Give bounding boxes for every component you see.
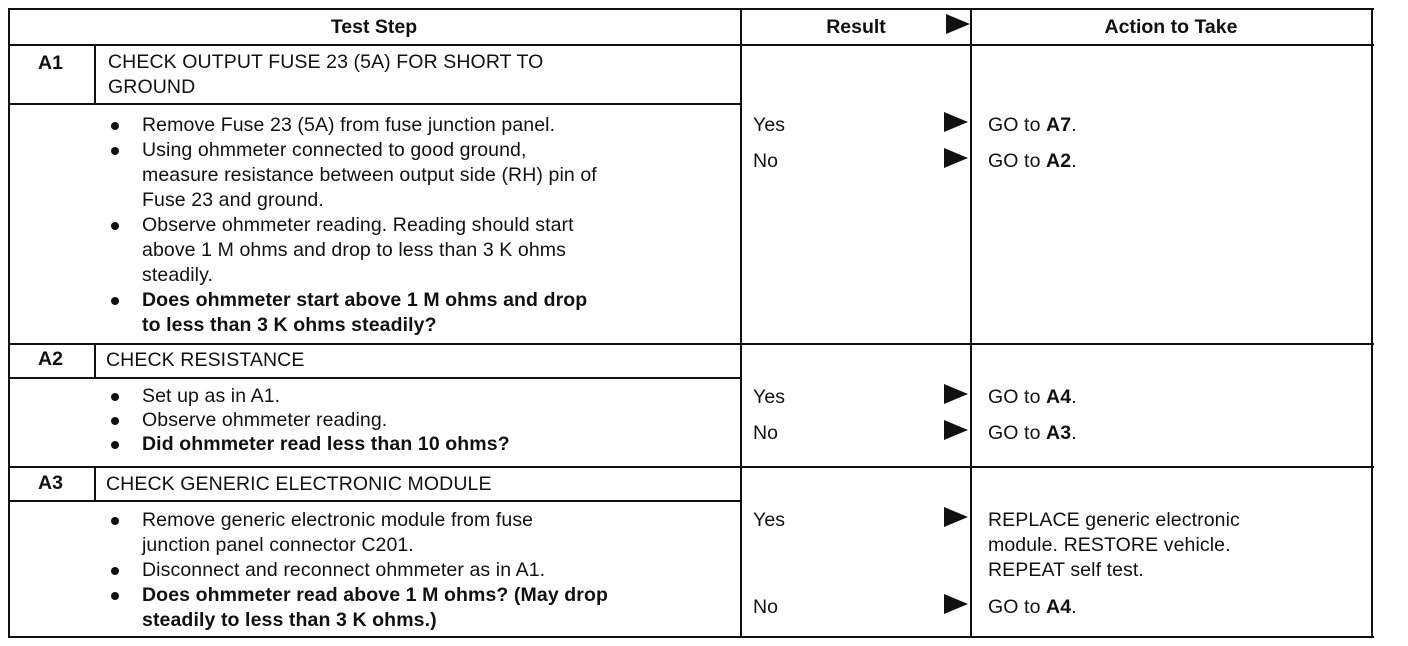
action-a2-yes: GO to A4. [988,386,1077,408]
step-id-divider-a2 [94,344,96,377]
header-result: Result [826,16,886,38]
result-yes-a3: Yes [753,509,786,531]
bullet-icon [111,222,119,230]
instruction-text: Disconnect and reconnect ohmmeter as in A1. [142,559,546,581]
question-text: Does ohmmeter read above 1 M ohms? (May drop steadily to less than 3 K ohms.) [142,584,609,631]
header-divider [8,44,1374,46]
header-action: Action to Take [1104,16,1238,38]
arrow-icon [944,148,968,168]
step-title-a1: CHECK OUTPUT FUSE 23 (5A) FOR SHORT TO GROUND [108,51,544,98]
bullet-icon [111,592,119,600]
arrow-icon [944,112,968,132]
arrow-icon [944,507,968,527]
bullet-icon [111,517,119,525]
table-top-border [8,8,1374,10]
instruction-text: Observe ohmmeter reading. Reading should start above 1 M ohms and drop to less than 3 K ohms steadily. [142,214,574,286]
arrow-icon [944,384,968,404]
action-a2-no: GO to A3. [988,422,1077,444]
step-id-a2: A2 [38,348,63,370]
step-title-underline-a1 [8,103,740,105]
header-arrow-icon [946,14,970,34]
action-a1-yes: GO to A7. [988,114,1077,136]
result-no-a1: No [753,150,779,172]
step-title-a3: CHECK GENERIC ELECTRONIC MODULE [106,473,492,495]
table-bottom-border [8,636,1374,638]
bullet-icon [111,297,119,305]
step-title-underline-a3 [8,500,740,502]
table-right-border [1371,8,1373,638]
instruction-text: Remove generic electronic module from fuse junction panel connector C201. [142,509,534,556]
instruction-text: Remove Fuse 23 (5A) from fuse junction panel. [142,114,556,136]
bullet-icon [111,122,119,130]
bullet-icon [111,417,119,425]
instruction-text: Using ohmmeter connected to good ground, measure resistance between output side (RH) pin of Fuse 23 and ground. [142,139,597,211]
result-column-divider [740,8,742,638]
question-text: Did ohmmeter read less than 10 ohms? [142,433,510,455]
bullet-icon [111,441,119,449]
step-id-a1: A1 [38,52,63,74]
diagnostic-table [8,8,1374,638]
action-column-divider [970,8,972,638]
result-no-a3: No [753,596,779,618]
result-yes-a1: Yes [753,114,786,136]
bullet-icon [111,393,119,401]
arrow-icon [944,594,968,614]
header-test-step: Test Step [330,16,418,38]
row-divider [8,343,1374,345]
step-title-underline-a2 [8,377,740,379]
instruction-text: Set up as in A1. [142,385,281,407]
action-a3-yes: REPLACE generic electronic module. RESTORE vehicle. REPEAT self test. [988,509,1240,581]
step-id-divider-a1 [94,45,96,103]
step-id-divider-a3 [94,467,96,501]
row-divider [8,466,1374,468]
action-a3-no: GO to A4. [988,596,1077,618]
action-a1-no: GO to A2. [988,150,1077,172]
question-text: Does ohmmeter start above 1 M ohms and drop to less than 3 K ohms steadily? [142,289,588,336]
instruction-text: Observe ohmmeter reading. [142,409,388,431]
result-yes-a2: Yes [753,386,786,408]
bullet-icon [111,567,119,575]
arrow-icon [944,420,968,440]
step-title-a2: CHECK RESISTANCE [106,349,305,371]
bullet-icon [111,147,119,155]
result-no-a2: No [753,422,779,444]
step-id-a3: A3 [38,472,63,494]
